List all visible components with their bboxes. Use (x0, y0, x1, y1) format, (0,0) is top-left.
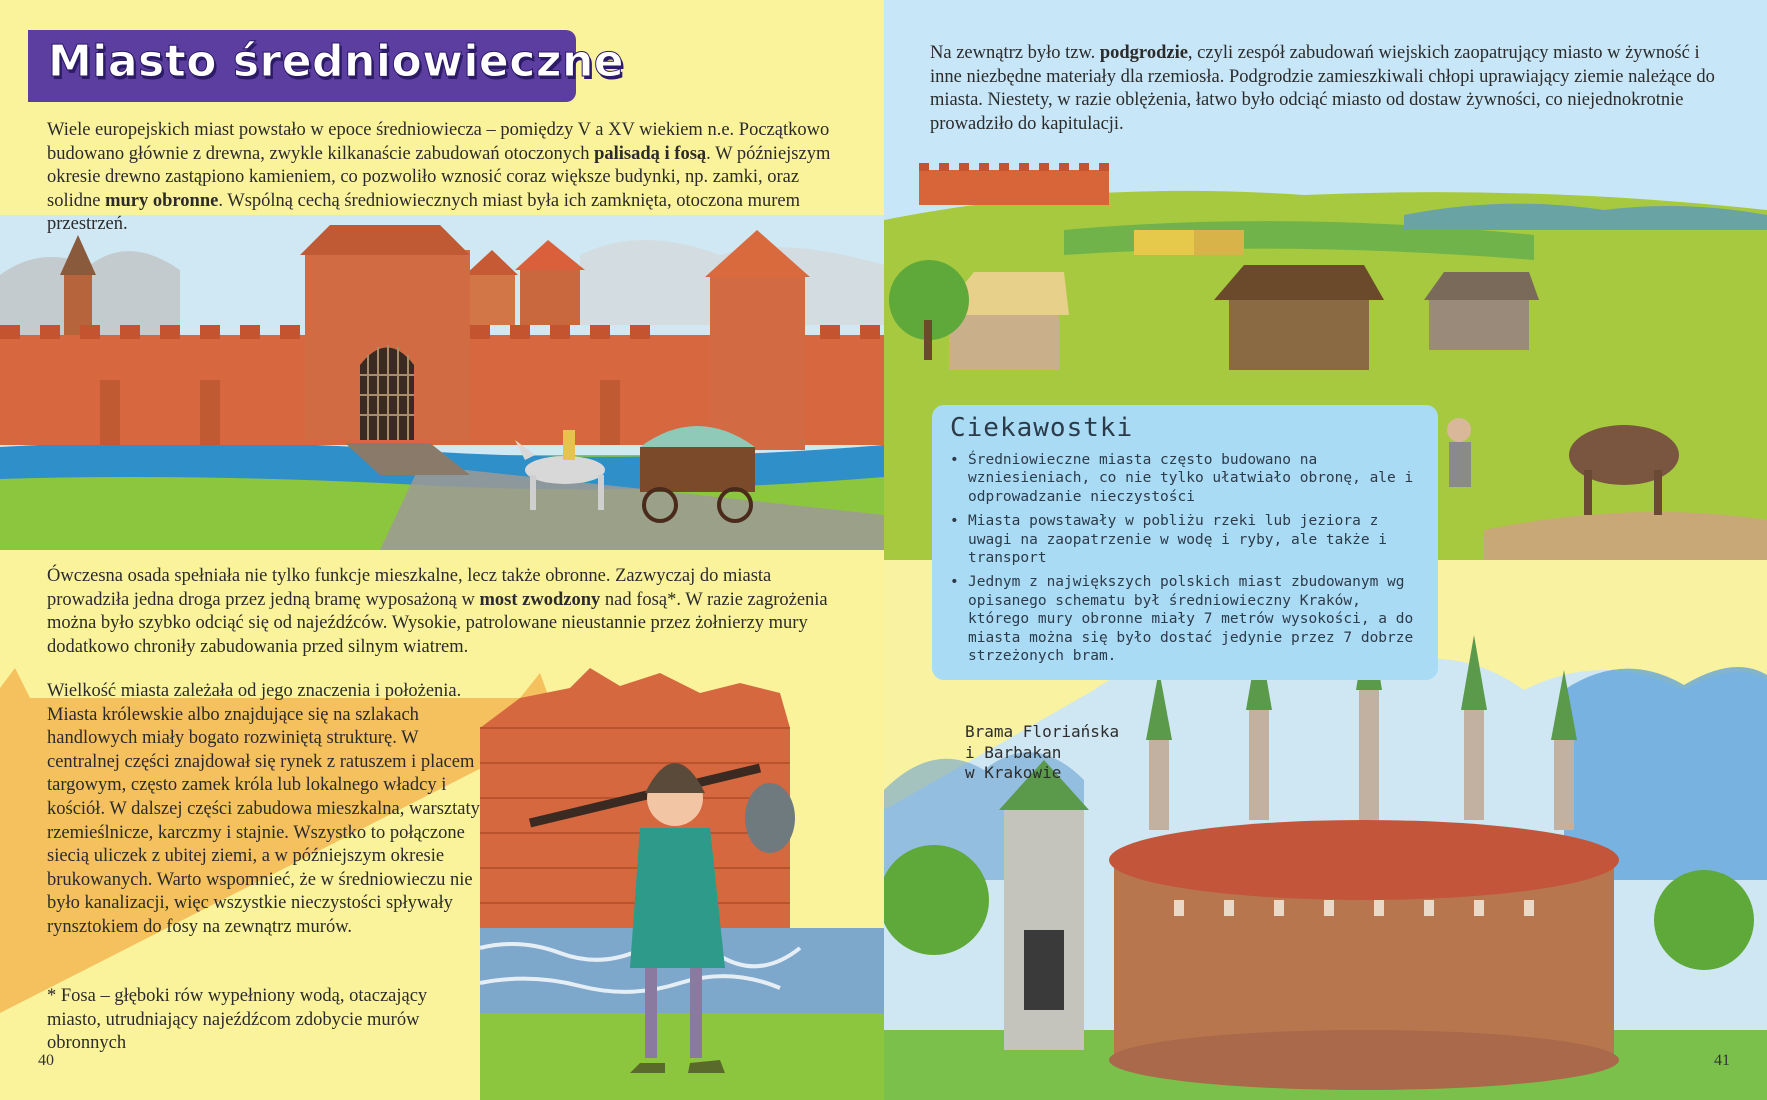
text-run: Ówczesna osada spełniała nie tylko funkcje mieszkalne, lecz także obronne. Zazwyczaj do miasta prowadziła jedna droga przez jedną bramę wyposażoną w (47, 566, 772, 610)
text-run: . Wspólną cechą średniowiecznych miast była ich zamknięta, otoczona murem przestrzeń. (47, 190, 801, 235)
ciekawostki-item: • Średniowieczne miasta często budowano na wzniesieniach, co nie tylko ułatwiało obronę, ale i odprowadzanie nieczystości (950, 451, 1430, 506)
barbakan-illustration (884, 630, 1767, 1100)
text-run: Wiele europejskich miast powstało w epoce średniowiecza – pomiędzy V a XV wiekiem n.e. Początkowo budowano głównie z drewna, zwykle kilkanaście zabudowań otoczonych (47, 120, 830, 164)
photo-caption: Brama Floriańska i Barbakan w Krakowie (965, 722, 1120, 782)
ciekawostki-title: Ciekawostki (950, 413, 1134, 443)
ciekawostki-item: • Jednym z największych polskich miast zbudowanym wg opisanego schematu był średniowieczny Kraków, którego mury obronne miały 7 metrów wysokości, a do miasta można się było dostać jedynie przez 7 dobrze strzeżonych bram. (950, 573, 1430, 665)
ciekawostki-item: • Miasta powstawały w pobliżu rzeki lub jeziora z uwagi na zaopatrzenie w wodę i ryby, ale także i transport (950, 512, 1430, 567)
title-banner (28, 30, 625, 102)
page-number-left: 40 (38, 1052, 54, 1069)
intro-paragraph (47, 119, 837, 237)
bold-term: mury obronne (105, 190, 219, 211)
bold-term: palisadą i fosą (594, 143, 707, 164)
bold-term: most zwodzony (479, 589, 601, 610)
text-run: , czyli zespół zabudowań wiejskich zaopatrujący miasto w żywność i inne niezbędne materiały dla rzemiosła. Podgrodzie zamieszkiwali chłopi uprawiający ziemie należące do miasta. Niestety, w razie oblężenia, łatwo było odciąć miasto od dostaw żywności, co niejednokrotnie prowadziło do kapitulacji. (930, 43, 1715, 134)
page-number-right: 41 (1714, 1052, 1730, 1069)
defense-paragraph (47, 565, 832, 659)
footnote: * Fosa – głęboki rów wypełniony wodą, otaczający miasto, utrudniający najeźdźcom zdobycie murów obronnych (47, 986, 428, 1054)
text-run: . W późniejszym okresie drewno zastąpiono kamieniem, co pozwoliło wznosić coraz większe budynki, np. zamki, oraz solidne (47, 143, 831, 211)
castle-illustration (0, 215, 884, 550)
text-run: nad fosą*. W razie zagrożenia można było szybko odciąć się od najeźdźców. Wysokie, patrolowane nieustannie przez żołnierzy mury dodatkowo chroniły zabudowania przed silnym wiatrem. (47, 589, 828, 657)
bold-term: podgrodzie (1099, 43, 1188, 63)
text-run: Na zewnątrz było tzw. (930, 43, 1100, 63)
city-size-paragraph: Wielkość miasta zależała od jego znaczenia i położenia. Miasta królewskie albo znajdujące się na szlakach handlowych miały bogato rozwiniętą strukturę. W centralnej części znajdował się rynek z ratuszem i placem targowym, często zamek króla lub lokalnego władcy i kościół. W dalszej części zabudowa mieszkalna, warsztaty rzemieślnicze, karczmy i stajnie. Wszystko to połączone siecią uliczek z ubitej ziemi, a w późniejszym okresie brukowanych. Warto wspomnieć, że w średniowieczu nie było kanalizacji, więc wszystkie nieczystości spływały rynsztokiem do fosy na zewnątrz murów. (47, 681, 480, 937)
page-title: Miasto średniowieczne (48, 36, 625, 87)
ciekawostki-list (950, 451, 1430, 671)
ciekawostki-box (932, 405, 1438, 680)
podgrodzie-paragraph (930, 42, 1730, 136)
